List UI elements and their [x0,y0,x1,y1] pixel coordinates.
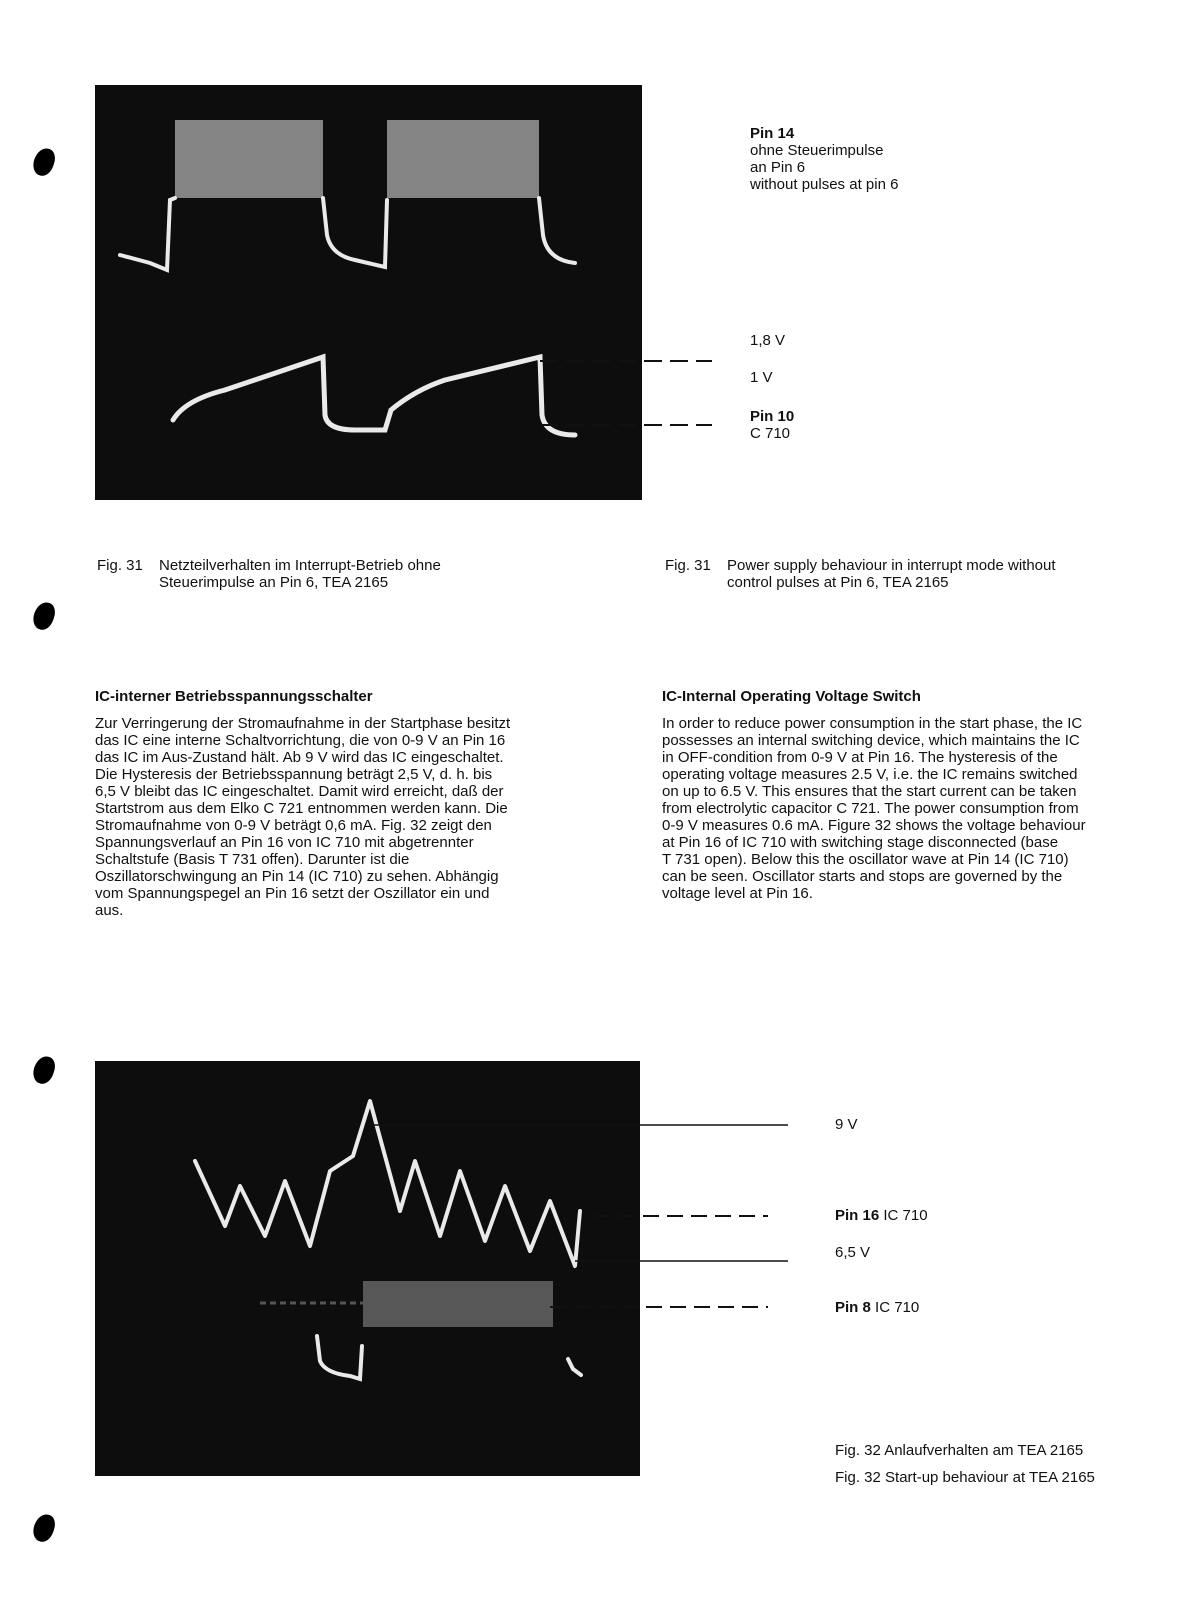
fig31-oscillogram [95,85,642,500]
section-body-en: In order to reduce power consumption in the start phase, the IC possesses an internal switching device, which maintains the IC in OFF-condition from 0-9 V at Pin 16. The hysteresis of the operating voltage measures 2.5 V, i.e. the IC remains switched on up to 6.5 V. This ensures that the start current can be taken from electrolytic capacitor C 721. The power consumption from 0-9 V measures 0.6 mA. Figure 32 shows the voltage behaviour at Pin 16 of IC 710 with switching stage disconnected (base T 731 open). Below this the oscillator wave at Pin 14 (IC 710) can be seen. Oscillator starts and stops are governed by the voltage level at Pin 16. [662,715,1086,902]
fig31-burst-2 [387,120,539,198]
punch-hole [30,600,58,633]
fig32-caption-de: Fig. 32 Anlaufverhalten am TEA 2165 [835,1442,1084,1459]
fig32-pin8-label: Pin 8 IC 710 [835,1299,920,1316]
fig32-9v-label: 9 V [835,1116,858,1133]
fig32-pin16-label: Pin 16 IC 710 [835,1207,928,1224]
fig32-pin8-trace [317,1336,581,1379]
fig31-pin10-label: Pin 10 C 710 [750,408,795,442]
fig31-caption-en: Fig. 31 Power supply behaviour in interrupt mode without control pulses at Pin 6, TEA 2165 [665,557,1056,591]
fig31-pin14-trace [120,198,575,270]
fig31-1v-label: 1 V [750,369,773,386]
fig31-caption-de: Fig. 31 Netzteilverhalten im Interrupt-Betrieb ohne Steuerimpulse an Pin 6, TEA 2165 [97,557,441,591]
punch-hole [30,146,58,179]
fig32-caption-en: Fig. 32 Start-up behaviour at TEA 2165 [835,1469,1095,1486]
section-body-de: Zur Verringerung der Stromaufnahme in der Startphase besitzt das IC eine interne Schaltvorrichtung, die von 0-9 V an Pin 16 das IC im Aus-Zustand hält. Ab 9 V wird das IC eingeschaltet. Die Hysteresis der Betriebsspannung beträgt 2,5 V, d. h. bis 6,5 V bleibt das IC eingeschaltet. Damit wird erreicht, daß der Startstrom aus dem Elko C 721 entnommen werden kann. Die Stromaufnahme von 0-9 V beträgt 0,6 mA. Fig. 32 zeigt den Spannungsverlauf an Pin 16 von IC 710 mit abgetrennter Schaltstufe (Basis T 731 offen). Darunter ist die Oszillatorschwingung an Pin 14 (IC 710) zu sehen. Abhängig vom Spannungspegel an Pin 16 setzt der Oszillator ein und aus. [95,715,511,919]
fig31-burst-1 [175,120,323,198]
fig31-pin10-trace [173,357,575,435]
fig32-6-5v-label: 6,5 V [835,1244,871,1261]
fig31-pin14-label: Pin 14 ohne Steuerimpulse an Pin 6 without pulses at pin 6 [750,125,899,193]
punch-hole [30,1054,58,1087]
punch-hole [30,1512,58,1545]
section-heading-de: IC-interner Betriebsspannungsschalter [95,688,373,705]
section-heading-en: IC-Internal Operating Voltage Switch [662,688,921,705]
fig32-reference-lines [370,1120,790,1320]
fig31-1-8v-label: 1,8 V [750,332,786,349]
fig31-reference-lines [540,355,715,435]
